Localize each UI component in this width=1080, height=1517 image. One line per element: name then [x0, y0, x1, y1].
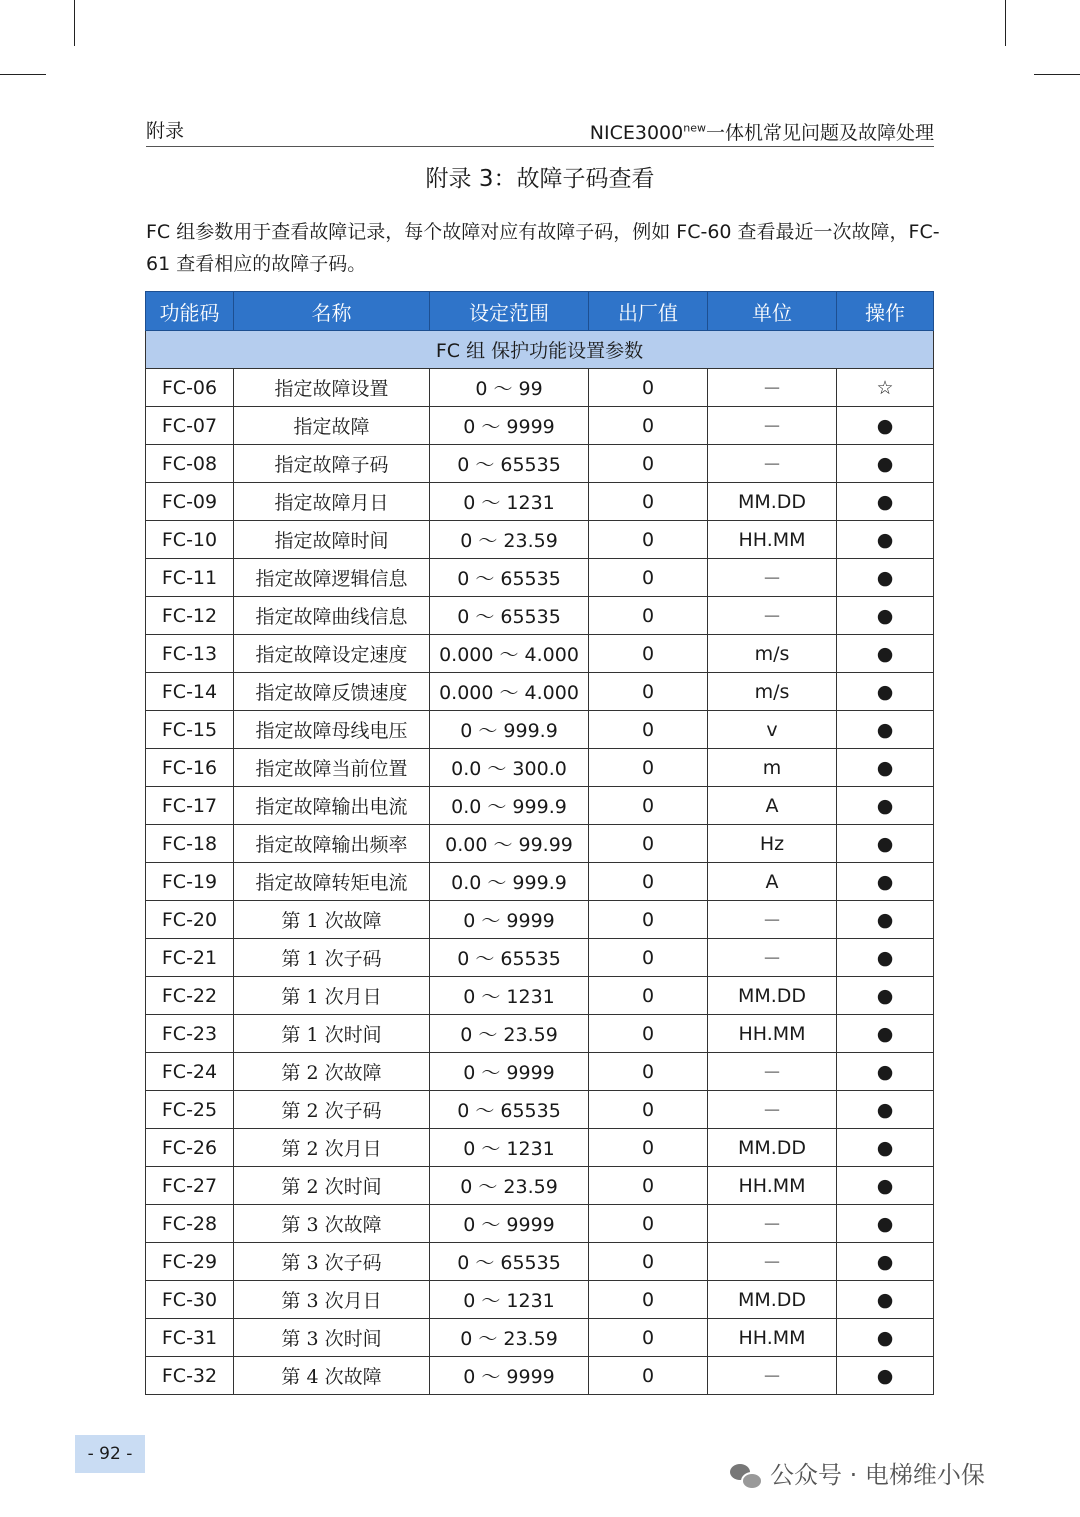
table-row: [146, 1167, 934, 1205]
cell-code: FC-22: [146, 977, 234, 1015]
cell-operation: ●: [837, 597, 934, 635]
cell-code: FC-09: [146, 483, 234, 521]
cell-unit: m/s: [708, 635, 837, 673]
cell-range: 0.000 ～ 4.000: [430, 673, 589, 711]
cell-default: 0: [589, 521, 708, 559]
crop-mark: [74, 0, 75, 46]
cell-code: FC-28: [146, 1205, 234, 1243]
cell-name: 指定故障时间: [234, 521, 430, 559]
cell-default: 0: [589, 787, 708, 825]
cell-code: FC-26: [146, 1129, 234, 1167]
cell-code: FC-21: [146, 939, 234, 977]
cell-range: 0 ～ 1231: [430, 1281, 589, 1319]
cell-default: 0: [589, 1281, 708, 1319]
cell-name: 指定故障子码: [234, 445, 430, 483]
cell-unit: A: [708, 863, 837, 901]
cell-default: 0: [589, 1319, 708, 1357]
cell-unit: HH.MM: [708, 1167, 837, 1205]
cell-operation: ●: [837, 635, 934, 673]
cell-unit: －: [708, 407, 837, 445]
cell-name: 第 4 次故障: [234, 1357, 430, 1395]
cell-code: FC-32: [146, 1357, 234, 1395]
page-number: - 92 -: [75, 1435, 145, 1473]
cell-code: FC-20: [146, 901, 234, 939]
cell-name: 第 2 次时间: [234, 1167, 430, 1205]
cell-name: 指定故障输出频率: [234, 825, 430, 863]
cell-name: 第 1 次子码: [234, 939, 430, 977]
cell-unit: A: [708, 787, 837, 825]
cell-default: 0: [589, 635, 708, 673]
col-header-unit: 单位: [708, 292, 837, 331]
cell-default: 0: [589, 407, 708, 445]
cell-operation: ●: [837, 1243, 934, 1281]
cell-operation: ●: [837, 1319, 934, 1357]
cell-unit: HH.MM: [708, 1319, 837, 1357]
table-row: [146, 559, 934, 597]
cell-name: 指定故障月日: [234, 483, 430, 521]
cell-default: 0: [589, 901, 708, 939]
cell-name: 指定故障: [234, 407, 430, 445]
header-doc-title-sup: new: [683, 121, 706, 135]
cell-code: FC-10: [146, 521, 234, 559]
cell-code: FC-16: [146, 749, 234, 787]
cell-code: FC-27: [146, 1167, 234, 1205]
cell-code: FC-24: [146, 1053, 234, 1091]
cell-range: 0 ～ 9999: [430, 1053, 589, 1091]
cell-unit: －: [708, 369, 837, 407]
cell-name: 第 2 次子码: [234, 1091, 430, 1129]
table-row: [146, 597, 934, 635]
cell-default: 0: [589, 1243, 708, 1281]
cell-name: 指定故障设定速度: [234, 635, 430, 673]
cell-code: FC-19: [146, 863, 234, 901]
crop-mark: [1034, 74, 1080, 75]
cell-code: FC-07: [146, 407, 234, 445]
table-row: [146, 521, 934, 559]
cell-default: 0: [589, 977, 708, 1015]
cell-operation: ●: [837, 1167, 934, 1205]
cell-default: 0: [589, 711, 708, 749]
cell-unit: －: [708, 1205, 837, 1243]
cell-range: 0 ～ 23.59: [430, 1319, 589, 1357]
cell-range: 0.0 ～ 999.9: [430, 863, 589, 901]
table-group-row: [146, 331, 934, 369]
cell-range: 0 ～ 1231: [430, 977, 589, 1015]
table-row: [146, 1129, 934, 1167]
cell-unit: HH.MM: [708, 1015, 837, 1053]
cell-unit: －: [708, 559, 837, 597]
cell-operation: ●: [837, 749, 934, 787]
table-row: [146, 635, 934, 673]
cell-operation: ●: [837, 1281, 934, 1319]
table-row: [146, 673, 934, 711]
table-row: [146, 407, 934, 445]
col-header-name: 名称: [234, 292, 430, 331]
cell-name: 第 1 次月日: [234, 977, 430, 1015]
cell-unit: －: [708, 1357, 837, 1395]
cell-name: 指定故障逻辑信息: [234, 559, 430, 597]
table-row: [146, 1091, 934, 1129]
cell-operation: ●: [837, 711, 934, 749]
col-header-default: 出厂值: [589, 292, 708, 331]
cell-code: FC-25: [146, 1091, 234, 1129]
cell-operation: ●: [837, 1015, 934, 1053]
cell-default: 0: [589, 749, 708, 787]
cell-default: 0: [589, 939, 708, 977]
cell-range: 0 ～ 9999: [430, 407, 589, 445]
cell-range: 0.000 ～ 4.000: [430, 635, 589, 673]
cell-unit: MM.DD: [708, 977, 837, 1015]
cell-name: 第 1 次故障: [234, 901, 430, 939]
cell-name: 指定故障母线电压: [234, 711, 430, 749]
header-section-label: 附录: [146, 120, 185, 142]
cell-code: FC-15: [146, 711, 234, 749]
cell-range: 0 ～ 23.59: [430, 1015, 589, 1053]
cell-code: FC-17: [146, 787, 234, 825]
table-row: [146, 1243, 934, 1281]
crop-mark: [0, 74, 46, 75]
cell-range: 0 ～ 65535: [430, 559, 589, 597]
cell-code: FC-30: [146, 1281, 234, 1319]
cell-range: 0 ～ 65535: [430, 939, 589, 977]
cell-name: 第 3 次故障: [234, 1205, 430, 1243]
cell-range: 0 ～ 99: [430, 369, 589, 407]
cell-name: 第 3 次时间: [234, 1319, 430, 1357]
cell-operation: ●: [837, 1205, 934, 1243]
cell-code: FC-14: [146, 673, 234, 711]
cell-name: 第 2 次故障: [234, 1053, 430, 1091]
cell-code: FC-11: [146, 559, 234, 597]
cell-default: 0: [589, 1015, 708, 1053]
cell-operation: ●: [837, 1357, 934, 1395]
cell-name: 指定故障反馈速度: [234, 673, 430, 711]
header-doc-title-suffix: 一体机常见问题及故障处理: [705, 122, 934, 144]
cell-range: 0 ～ 65535: [430, 597, 589, 635]
cell-code: FC-12: [146, 597, 234, 635]
cell-unit: －: [708, 1091, 837, 1129]
cell-unit: －: [708, 1243, 837, 1281]
cell-default: 0: [589, 825, 708, 863]
cell-unit: HH.MM: [708, 521, 837, 559]
cell-name: 指定故障当前位置: [234, 749, 430, 787]
parameter-table: [145, 291, 934, 1395]
cell-unit: MM.DD: [708, 1129, 837, 1167]
cell-operation: ●: [837, 1091, 934, 1129]
cell-range: 0 ～ 999.9: [430, 711, 589, 749]
table-row: [146, 901, 934, 939]
cell-code: FC-31: [146, 1319, 234, 1357]
cell-code: FC-06: [146, 369, 234, 407]
intro-paragraph: FC 组参数用于查看故障记录，每个故障对应有故障子码，例如 FC-60 查看最近一次故障，FC-61 查看相应的故障子码。: [146, 221, 940, 275]
cell-operation: ●: [837, 559, 934, 597]
cell-unit: －: [708, 939, 837, 977]
cell-unit: v: [708, 711, 837, 749]
cell-range: 0 ～ 65535: [430, 445, 589, 483]
table-header-row: [146, 292, 934, 331]
watermark: [730, 1455, 985, 1490]
cell-default: 0: [589, 1053, 708, 1091]
cell-operation: ●: [837, 483, 934, 521]
cell-name: 指定故障曲线信息: [234, 597, 430, 635]
crop-mark: [1005, 0, 1006, 46]
col-header-range: 设定范围: [430, 292, 589, 331]
cell-operation: ●: [837, 445, 934, 483]
table-row: [146, 787, 934, 825]
table-row: [146, 1015, 934, 1053]
cell-name: 第 2 次月日: [234, 1129, 430, 1167]
header-rule: [146, 146, 934, 147]
cell-name: 第 3 次月日: [234, 1281, 430, 1319]
cell-range: 0 ～ 9999: [430, 1357, 589, 1395]
cell-range: 0 ～ 1231: [430, 483, 589, 521]
cell-unit: MM.DD: [708, 1281, 837, 1319]
cell-operation: ●: [837, 1053, 934, 1091]
cell-unit: －: [708, 901, 837, 939]
cell-default: 0: [589, 369, 708, 407]
cell-default: 0: [589, 483, 708, 521]
table-row: [146, 483, 934, 521]
table-row: [146, 1319, 934, 1357]
header-doc-title-prefix: NICE3000: [589, 122, 684, 144]
cell-operation: ☆: [837, 369, 934, 407]
table-row: [146, 825, 934, 863]
cell-default: 0: [589, 1091, 708, 1129]
table-row: [146, 369, 934, 407]
cell-range: 0 ～ 65535: [430, 1243, 589, 1281]
cell-name: 第 3 次子码: [234, 1243, 430, 1281]
cell-name: 指定故障设置: [234, 369, 430, 407]
cell-operation: ●: [837, 901, 934, 939]
cell-code: FC-29: [146, 1243, 234, 1281]
cell-range: 0 ～ 9999: [430, 901, 589, 939]
cell-default: 0: [589, 1357, 708, 1395]
cell-range: 0.0 ～ 999.9: [430, 787, 589, 825]
cell-range: 0 ～ 23.59: [430, 521, 589, 559]
cell-code: FC-23: [146, 1015, 234, 1053]
col-header-code: 功能码: [146, 292, 234, 331]
cell-code: FC-08: [146, 445, 234, 483]
cell-default: 0: [589, 1205, 708, 1243]
cell-unit: －: [708, 445, 837, 483]
cell-default: 0: [589, 1167, 708, 1205]
cell-operation: ●: [837, 825, 934, 863]
cell-range: 0 ～ 1231: [430, 1129, 589, 1167]
cell-default: 0: [589, 559, 708, 597]
cell-name: 指定故障转矩电流: [234, 863, 430, 901]
cell-operation: ●: [837, 673, 934, 711]
cell-name: 第 1 次时间: [234, 1015, 430, 1053]
cell-default: 0: [589, 1129, 708, 1167]
cell-code: FC-13: [146, 635, 234, 673]
cell-name: 指定故障输出电流: [234, 787, 430, 825]
cell-range: 0 ～ 23.59: [430, 1167, 589, 1205]
cell-default: 0: [589, 673, 708, 711]
table-row: [146, 445, 934, 483]
cell-operation: ●: [837, 407, 934, 445]
table-row: [146, 1053, 934, 1091]
table-row: [146, 1281, 934, 1319]
cell-operation: ●: [837, 521, 934, 559]
table-row: [146, 977, 934, 1015]
cell-unit: －: [708, 1053, 837, 1091]
cell-unit: m/s: [708, 673, 837, 711]
cell-unit: MM.DD: [708, 483, 837, 521]
cell-unit: Hz: [708, 825, 837, 863]
cell-range: 0 ～ 65535: [430, 1091, 589, 1129]
cell-range: 0 ～ 9999: [430, 1205, 589, 1243]
group-title: FC 组 保护功能设置参数: [146, 331, 934, 369]
watermark-text: 公众号 · 电梯维小保: [770, 1461, 985, 1489]
table-row: [146, 1357, 934, 1395]
cell-code: FC-18: [146, 825, 234, 863]
cell-default: 0: [589, 863, 708, 901]
cell-operation: ●: [837, 1129, 934, 1167]
page-title: 附录 3：故障子码查看: [425, 166, 655, 192]
col-header-operation: 操作: [837, 292, 934, 331]
cell-operation: ●: [837, 939, 934, 977]
cell-unit: －: [708, 597, 837, 635]
wechat-icon: [730, 1464, 760, 1488]
cell-unit: m: [708, 749, 837, 787]
cell-operation: ●: [837, 977, 934, 1015]
table-row: [146, 711, 934, 749]
cell-default: 0: [589, 597, 708, 635]
cell-operation: ●: [837, 787, 934, 825]
cell-operation: ●: [837, 863, 934, 901]
table-row: [146, 863, 934, 901]
header-doc-title: [590, 118, 934, 145]
cell-default: 0: [589, 445, 708, 483]
cell-range: 0.00 ～ 99.99: [430, 825, 589, 863]
cell-range: 0.0 ～ 300.0: [430, 749, 589, 787]
table-row: [146, 939, 934, 977]
table-row: [146, 749, 934, 787]
table-row: [146, 1205, 934, 1243]
